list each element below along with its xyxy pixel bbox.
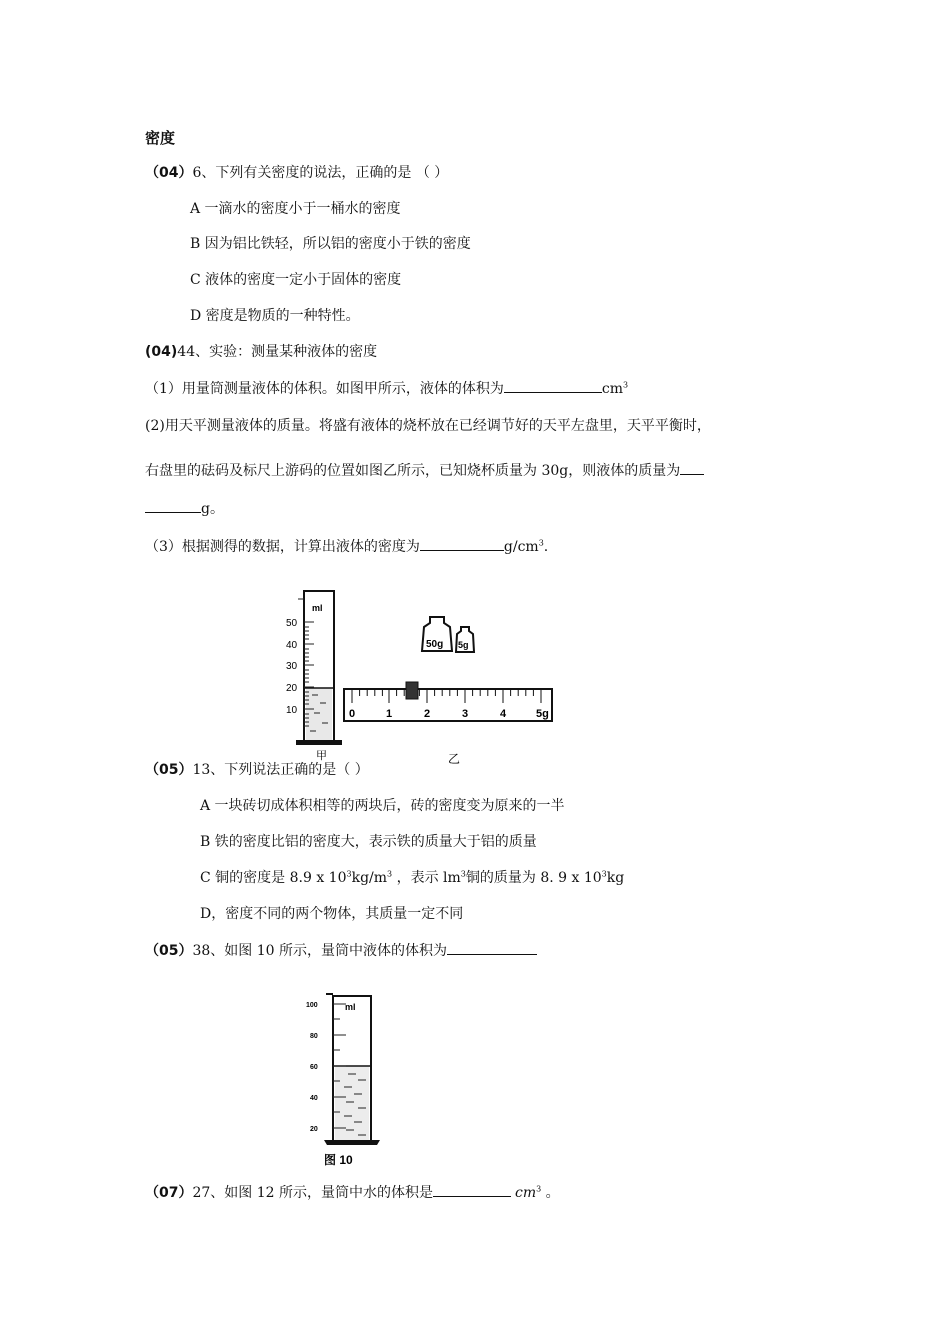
- question-1-option-a: A 一滴水的密度小于一桶水的密度: [190, 201, 401, 217]
- question-2-stem: 44、实验：测量某种液体的密度: [177, 344, 378, 360]
- cylinder-tick-label: 20: [286, 683, 298, 694]
- unit: cm: [515, 1185, 537, 1201]
- question-3-option-d: D，密度不同的两个物体，其质量一定不同: [200, 906, 464, 922]
- graduated-cylinder-a: [286, 591, 342, 762]
- scale-label: 1: [386, 708, 393, 720]
- option-c-part: 铜的质量为 8. 9 x 10: [465, 870, 602, 886]
- scale-label: 0: [349, 708, 356, 720]
- cylinder-tick-label: 40: [286, 640, 298, 651]
- question-2-tag: (04): [145, 344, 178, 360]
- rider-slider: [406, 682, 418, 699]
- figure-cylinder-and-balance: [280, 585, 580, 770]
- scale-label: 3: [462, 708, 469, 720]
- question-3: [145, 760, 369, 780]
- figure-10-caption: 图 10: [324, 1153, 353, 1167]
- cylinder-tick-label: 10: [286, 705, 298, 716]
- question-3-tag: （05）: [145, 762, 193, 778]
- part-3-text: （3）根据测得的数据，计算出液体的密度为: [145, 539, 420, 555]
- unit: g/cm: [503, 539, 539, 555]
- weights: [422, 617, 474, 652]
- answer-blank: [504, 378, 602, 393]
- section-heading: 密度: [145, 129, 176, 147]
- answer-blank: [447, 940, 537, 955]
- question-1-option-b: B 因为铝比铁轻，所以铝的密度小于铁的密度: [190, 236, 471, 252]
- cylinder-unit-label: ml: [312, 603, 323, 613]
- cylinder-tick-label: 50: [286, 618, 298, 629]
- answer-blank: [433, 1182, 511, 1197]
- answer-blank: [145, 498, 201, 513]
- question-3-option-b: B 铁的密度比铝的密度大，表示铁的质量大于铝的质量: [200, 834, 537, 850]
- question-1-stem: 6、下列有关密度的说法，正确的是 （ ）: [192, 165, 449, 181]
- period: 。: [541, 1185, 560, 1201]
- part-2-tail: g。: [201, 501, 224, 517]
- figure-caption-jia: 甲: [316, 750, 327, 762]
- question-3-stem: 13、下列说法正确的是（ ）: [192, 762, 369, 778]
- answer-blank: [680, 460, 704, 475]
- cylinder-unit-label: ml: [345, 1002, 356, 1012]
- question-5-stem: 27、如图 12 所示，量筒中水的体积是: [192, 1185, 434, 1201]
- figure-10-cylinder: [300, 990, 400, 1170]
- superscript: 3: [346, 869, 352, 879]
- superscript: 3: [460, 869, 466, 879]
- question-2-part-2-line-3: [145, 498, 224, 519]
- question-1-option-c: C 液体的密度一定小于固体的密度: [190, 272, 402, 288]
- question-1-option-d: D 密度是物质的一种特性。: [190, 308, 360, 324]
- unit-superscript: 3: [623, 380, 629, 390]
- cylinder-tick-label: 30: [286, 661, 298, 672]
- question-3-option-a: A 一块砖切成体积相等的两块后，砖的密度变为原来的一半: [200, 798, 565, 814]
- figure-caption-yi: 乙: [448, 752, 461, 766]
- superscript: 3: [387, 869, 393, 879]
- question-5-tag: （07）: [145, 1185, 193, 1201]
- cylinder-tick-label: 60: [310, 1064, 318, 1071]
- part-1-text: （1）用量筒测量液体的体积。如图甲所示，液体的体积为: [145, 381, 504, 397]
- option-c-part: C 铜的密度是 8.9 x 10: [200, 870, 347, 886]
- question-3-option-c: [200, 868, 624, 888]
- cylinder-tick-label: 80: [310, 1033, 318, 1040]
- unit-superscript: 3: [536, 1184, 542, 1194]
- question-2-part-2-line-2: [145, 460, 704, 481]
- answer-blank: [420, 536, 504, 551]
- question-2-part-2-line-1: (2)用天平测量液体的质量。将盛有液体的烧杯放在已经调节好的天平左盘里，天平平衡时，: [145, 418, 711, 434]
- weight-50g-label: 50g: [426, 639, 444, 650]
- cylinder-tick-label: 40: [310, 1095, 318, 1102]
- question-2-part-1: [145, 378, 628, 399]
- unit-superscript: 3: [538, 538, 544, 548]
- question-2-part-3: [145, 536, 548, 557]
- scale-label: 5g: [536, 708, 549, 720]
- scale-label: 2: [424, 708, 431, 720]
- unit: cm: [601, 381, 624, 397]
- question-5: [145, 1182, 560, 1203]
- superscript: 3: [601, 869, 607, 879]
- cylinder-tick-label: 100: [306, 1002, 318, 1009]
- option-c-part: ，表示 lm: [392, 870, 461, 886]
- option-c-part: kg/m: [351, 870, 388, 886]
- weight-5g-label: 5g: [458, 640, 469, 650]
- question-4: [145, 940, 537, 961]
- question-4-stem: 38、如图 10 所示，量筒中液体的体积为: [192, 943, 448, 959]
- balance-scale-ruler: [344, 682, 552, 721]
- period: .: [543, 539, 549, 555]
- scale-label: 4: [500, 708, 507, 720]
- question-2: [145, 342, 377, 362]
- part-2-text: 右盘里的砝码及标尺上游码的位置如图乙所示，已知烧杯质量为 30g，则液体的质量为: [145, 463, 681, 479]
- cylinder-tick-label: 20: [310, 1126, 318, 1133]
- question-1-tag: （04）: [145, 165, 193, 181]
- question-1: [145, 163, 448, 183]
- question-4-tag: （05）: [145, 943, 193, 959]
- option-c-part: kg: [606, 870, 625, 886]
